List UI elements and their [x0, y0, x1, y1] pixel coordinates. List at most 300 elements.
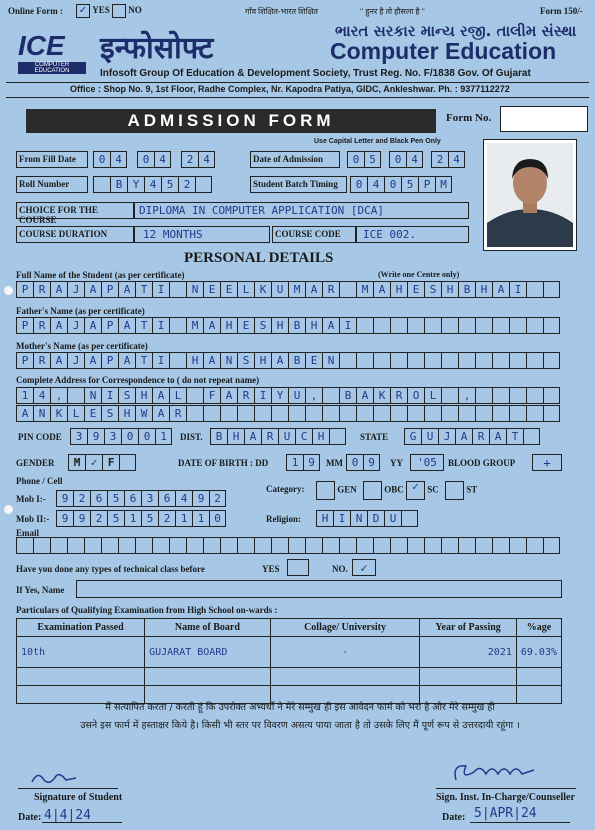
letter-box[interactable]: I: [152, 352, 169, 369]
letter-box[interactable]: [509, 317, 526, 334]
roll-digit[interactable]: B: [110, 176, 127, 193]
letter-box[interactable]: ,: [50, 387, 67, 404]
letter-box[interactable]: D: [367, 510, 384, 527]
letter-box[interactable]: 3: [141, 490, 158, 507]
letter-box[interactable]: A: [271, 352, 288, 369]
letter-box[interactable]: U: [271, 281, 288, 298]
letter-box[interactable]: 0: [121, 428, 138, 445]
letter-box[interactable]: A: [489, 428, 506, 445]
letter-box[interactable]: 9: [73, 510, 90, 527]
letter-box[interactable]: I: [509, 281, 526, 298]
letter-box[interactable]: H: [441, 281, 458, 298]
letter-box[interactable]: [424, 317, 441, 334]
letter-box[interactable]: J: [67, 317, 84, 334]
letter-box[interactable]: 3: [70, 428, 87, 445]
time-digit[interactable]: 5: [401, 176, 418, 193]
letter-box[interactable]: [373, 317, 390, 334]
letter-box[interactable]: A: [84, 352, 101, 369]
letter-box[interactable]: A: [118, 317, 135, 334]
letter-box[interactable]: [339, 352, 356, 369]
date-digit[interactable]: 5: [364, 151, 381, 168]
letter-box[interactable]: 6: [124, 490, 141, 507]
letter-box[interactable]: P: [101, 281, 118, 298]
letter-box[interactable]: [492, 352, 509, 369]
table-cell[interactable]: [420, 668, 517, 686]
letter-box[interactable]: I: [152, 317, 169, 334]
letter-box[interactable]: 1: [16, 387, 33, 404]
letter-box[interactable]: [237, 405, 254, 422]
letter-box[interactable]: E: [237, 317, 254, 334]
letter-box[interactable]: I: [152, 281, 169, 298]
letter-box[interactable]: [526, 352, 543, 369]
letter-box[interactable]: [16, 537, 33, 554]
cat-obc-checkbox[interactable]: ✓: [406, 481, 425, 500]
letter-box[interactable]: [373, 405, 390, 422]
letter-box[interactable]: T: [135, 352, 152, 369]
letter-box[interactable]: 4: [33, 387, 50, 404]
letter-box[interactable]: A: [373, 281, 390, 298]
dob-mm-grid[interactable]: [346, 454, 380, 471]
letter-box[interactable]: B: [210, 428, 227, 445]
letter-box[interactable]: [441, 352, 458, 369]
letter-box[interactable]: U: [288, 387, 305, 404]
letter-box[interactable]: [543, 281, 560, 298]
letter-box[interactable]: [543, 387, 560, 404]
letter-box[interactable]: 0: [209, 510, 226, 527]
letter-box[interactable]: 4: [175, 490, 192, 507]
letter-box[interactable]: [441, 387, 458, 404]
district-grid[interactable]: [210, 428, 346, 445]
table-cell[interactable]: 2021: [420, 637, 517, 668]
letter-box[interactable]: ,: [458, 387, 475, 404]
letter-box[interactable]: T: [135, 281, 152, 298]
letter-box[interactable]: [390, 405, 407, 422]
letter-box[interactable]: [475, 537, 492, 554]
letter-box[interactable]: [475, 352, 492, 369]
letter-box[interactable]: B: [339, 387, 356, 404]
letter-box[interactable]: [305, 537, 322, 554]
letter-box[interactable]: [458, 537, 475, 554]
letter-box[interactable]: [424, 405, 441, 422]
letter-box[interactable]: R: [390, 387, 407, 404]
letter-box[interactable]: J: [438, 428, 455, 445]
letter-box[interactable]: T: [135, 317, 152, 334]
letter-box[interactable]: K: [373, 387, 390, 404]
letter-box[interactable]: 9: [303, 454, 320, 471]
letter-box[interactable]: [254, 537, 271, 554]
letter-box[interactable]: [407, 405, 424, 422]
letter-box[interactable]: B: [288, 317, 305, 334]
letter-box[interactable]: [526, 317, 543, 334]
roll-digit[interactable]: [93, 176, 110, 193]
letter-box[interactable]: A: [50, 281, 67, 298]
date-digit[interactable]: 2: [181, 151, 198, 168]
letter-box[interactable]: H: [135, 387, 152, 404]
letter-box[interactable]: 1: [155, 428, 172, 445]
letter-box[interactable]: E: [220, 281, 237, 298]
date-digit[interactable]: 4: [154, 151, 171, 168]
letter-box[interactable]: P: [101, 352, 118, 369]
letter-box[interactable]: [271, 405, 288, 422]
date-digit[interactable]: 4: [406, 151, 423, 168]
letter-box[interactable]: R: [33, 317, 50, 334]
letter-box[interactable]: [322, 387, 339, 404]
letter-box[interactable]: [475, 387, 492, 404]
letter-box[interactable]: [237, 537, 254, 554]
letter-box[interactable]: [407, 352, 424, 369]
letter-box[interactable]: U: [278, 428, 295, 445]
letter-box[interactable]: [169, 281, 186, 298]
letter-box[interactable]: I: [333, 510, 350, 527]
date-digit[interactable]: 2: [431, 151, 448, 168]
letter-box[interactable]: [526, 387, 543, 404]
letter-box[interactable]: T: [506, 428, 523, 445]
letter-box[interactable]: [339, 405, 356, 422]
letter-box[interactable]: Y: [271, 387, 288, 404]
religion-grid[interactable]: [316, 510, 418, 527]
letter-box[interactable]: [152, 537, 169, 554]
letter-box[interactable]: [169, 352, 186, 369]
letter-box[interactable]: A: [455, 428, 472, 445]
letter-box[interactable]: K: [254, 281, 271, 298]
letter-box[interactable]: 9: [363, 454, 380, 471]
letter-box[interactable]: [492, 317, 509, 334]
letter-box[interactable]: [322, 537, 339, 554]
state-grid[interactable]: [404, 428, 540, 445]
letter-box[interactable]: S: [101, 405, 118, 422]
mob2-grid[interactable]: [56, 510, 226, 527]
time-digit[interactable]: P: [418, 176, 435, 193]
letter-box[interactable]: A: [84, 281, 101, 298]
letter-box[interactable]: 9: [56, 490, 73, 507]
letter-box[interactable]: H: [316, 510, 333, 527]
letter-box[interactable]: A: [220, 387, 237, 404]
letter-box[interactable]: [526, 281, 543, 298]
letter-box[interactable]: [475, 317, 492, 334]
letter-box[interactable]: L: [169, 387, 186, 404]
letter-box[interactable]: [509, 352, 526, 369]
letter-box[interactable]: [169, 537, 186, 554]
dob-yy-input[interactable]: '05: [410, 454, 444, 471]
letter-box[interactable]: E: [305, 352, 322, 369]
letter-box[interactable]: B: [288, 352, 305, 369]
letter-box[interactable]: [543, 405, 560, 422]
mother-name-grid[interactable]: [16, 352, 560, 369]
time-digit[interactable]: M: [435, 176, 452, 193]
course-duration-input[interactable]: 12 MONTHS: [134, 226, 270, 243]
from-fill-date-boxes[interactable]: [93, 151, 127, 168]
letter-box[interactable]: [339, 537, 356, 554]
letter-box[interactable]: N: [186, 281, 203, 298]
letter-box[interactable]: [526, 405, 543, 422]
roll-digit[interactable]: Y: [127, 176, 144, 193]
form-no-input[interactable]: [500, 106, 588, 132]
letter-box[interactable]: [492, 405, 509, 422]
letter-box[interactable]: [67, 537, 84, 554]
letter-box[interactable]: G: [404, 428, 421, 445]
letter-box[interactable]: H: [312, 428, 329, 445]
letter-box[interactable]: 1: [286, 454, 303, 471]
roll-digit[interactable]: 4: [144, 176, 161, 193]
letter-box[interactable]: 1: [192, 510, 209, 527]
letter-box[interactable]: [203, 537, 220, 554]
letter-box[interactable]: M: [356, 281, 373, 298]
letter-box[interactable]: [339, 281, 356, 298]
letter-box[interactable]: A: [50, 352, 67, 369]
letter-box[interactable]: U: [421, 428, 438, 445]
letter-box[interactable]: [186, 405, 203, 422]
letter-box[interactable]: S: [118, 387, 135, 404]
table-cell[interactable]: -: [270, 637, 420, 668]
letter-box[interactable]: [458, 352, 475, 369]
letter-box[interactable]: A: [152, 405, 169, 422]
letter-box[interactable]: B: [458, 281, 475, 298]
blood-group-input[interactable]: +: [532, 454, 562, 471]
date-digit[interactable]: 4: [448, 151, 465, 168]
letter-box[interactable]: [288, 537, 305, 554]
letter-box[interactable]: 6: [158, 490, 175, 507]
roll-digit[interactable]: 2: [178, 176, 195, 193]
letter-box[interactable]: 2: [90, 510, 107, 527]
date-digit[interactable]: 0: [347, 151, 364, 168]
letter-box[interactable]: E: [84, 405, 101, 422]
letter-box[interactable]: 0: [346, 454, 363, 471]
letter-box[interactable]: [322, 405, 339, 422]
letter-box[interactable]: A: [322, 317, 339, 334]
letter-box[interactable]: 9: [56, 510, 73, 527]
roll-number-boxes[interactable]: [93, 176, 212, 193]
gender-m-checkbox[interactable]: ✓: [85, 454, 102, 471]
letter-box[interactable]: [424, 537, 441, 554]
letter-box[interactable]: H: [475, 281, 492, 298]
table-cell[interactable]: [145, 668, 271, 686]
course-choice-input[interactable]: DIPLOMA IN COMPUTER APPLICATION [DCA]: [134, 202, 469, 219]
letter-box[interactable]: N: [33, 405, 50, 422]
letter-box[interactable]: K: [50, 405, 67, 422]
letter-box[interactable]: P: [101, 317, 118, 334]
letter-box[interactable]: [329, 428, 346, 445]
letter-box[interactable]: [356, 352, 373, 369]
letter-box[interactable]: [401, 510, 418, 527]
course-code-input[interactable]: ICE 002.: [356, 226, 469, 243]
roll-digit[interactable]: [195, 176, 212, 193]
letter-box[interactable]: H: [186, 352, 203, 369]
cat-obc-checkbox-empty[interactable]: [363, 481, 382, 500]
letter-box[interactable]: [475, 405, 492, 422]
time-digit[interactable]: 0: [350, 176, 367, 193]
letter-box[interactable]: F: [203, 387, 220, 404]
letter-box[interactable]: H: [227, 428, 244, 445]
letter-box[interactable]: [169, 317, 186, 334]
letter-box[interactable]: S: [424, 281, 441, 298]
letter-box[interactable]: R: [472, 428, 489, 445]
admission-month-boxes[interactable]: [389, 151, 423, 168]
letter-box[interactable]: H: [390, 281, 407, 298]
letter-box[interactable]: [509, 537, 526, 554]
letter-box[interactable]: I: [254, 387, 271, 404]
letter-box[interactable]: [50, 537, 67, 554]
letter-box[interactable]: W: [135, 405, 152, 422]
letter-box[interactable]: [356, 317, 373, 334]
letter-box[interactable]: A: [84, 317, 101, 334]
letter-box[interactable]: H: [271, 317, 288, 334]
letter-box[interactable]: 5: [107, 510, 124, 527]
table-cell[interactable]: 69.03%: [516, 637, 561, 668]
letter-box[interactable]: N: [322, 352, 339, 369]
online-yes-checkbox[interactable]: ✓: [76, 4, 90, 18]
father-name-grid[interactable]: [16, 317, 560, 334]
letter-box[interactable]: [543, 352, 560, 369]
letter-box[interactable]: [424, 352, 441, 369]
gender-f-checkbox[interactable]: [119, 454, 136, 471]
letter-box[interactable]: S: [237, 352, 254, 369]
letter-box[interactable]: A: [118, 281, 135, 298]
letter-box[interactable]: [186, 387, 203, 404]
letter-box[interactable]: 6: [90, 490, 107, 507]
letter-box[interactable]: M: [288, 281, 305, 298]
letter-box[interactable]: 2: [209, 490, 226, 507]
letter-box[interactable]: P: [16, 281, 33, 298]
letter-box[interactable]: H: [118, 405, 135, 422]
letter-box[interactable]: A: [356, 387, 373, 404]
letter-box[interactable]: [118, 537, 135, 554]
letter-box[interactable]: [523, 428, 540, 445]
letter-box[interactable]: [186, 537, 203, 554]
letter-box[interactable]: I: [339, 317, 356, 334]
letter-box[interactable]: L: [67, 405, 84, 422]
letter-box[interactable]: [458, 317, 475, 334]
cat-gen-checkbox[interactable]: [316, 481, 335, 500]
date-digit[interactable]: 0: [93, 151, 110, 168]
time-digit[interactable]: 4: [367, 176, 384, 193]
letter-box[interactable]: J: [67, 281, 84, 298]
letter-box[interactable]: [305, 405, 322, 422]
pin-code-grid[interactable]: [70, 428, 172, 445]
address-grid-line2[interactable]: [16, 405, 560, 422]
letter-box[interactable]: [390, 317, 407, 334]
letter-box[interactable]: I: [101, 387, 118, 404]
date-digit[interactable]: 4: [198, 151, 215, 168]
letter-box[interactable]: N: [220, 352, 237, 369]
letter-box[interactable]: [441, 317, 458, 334]
letter-box[interactable]: [492, 387, 509, 404]
letter-box[interactable]: [390, 352, 407, 369]
letter-box[interactable]: [373, 537, 390, 554]
letter-box[interactable]: 2: [73, 490, 90, 507]
letter-box[interactable]: 9: [87, 428, 104, 445]
letter-box[interactable]: R: [237, 387, 254, 404]
letter-box[interactable]: [220, 537, 237, 554]
letter-box[interactable]: [203, 405, 220, 422]
dob-dd-grid[interactable]: [286, 454, 320, 471]
letter-box[interactable]: [254, 405, 271, 422]
letter-box[interactable]: ,: [305, 387, 322, 404]
letter-box[interactable]: [407, 537, 424, 554]
letter-box[interactable]: R: [169, 405, 186, 422]
letter-box[interactable]: P: [16, 352, 33, 369]
if-yes-input[interactable]: [76, 580, 562, 598]
letter-box[interactable]: 9: [192, 490, 209, 507]
letter-box[interactable]: E: [203, 281, 220, 298]
letter-box[interactable]: H: [305, 317, 322, 334]
letter-box[interactable]: 1: [124, 510, 141, 527]
letter-box[interactable]: C: [295, 428, 312, 445]
letter-box[interactable]: [33, 537, 50, 554]
letter-box[interactable]: A: [244, 428, 261, 445]
tech-no-checkbox[interactable]: ✓: [352, 559, 376, 576]
letter-box[interactable]: [543, 317, 560, 334]
letter-box[interactable]: [135, 537, 152, 554]
letter-box[interactable]: A: [118, 352, 135, 369]
date-digit[interactable]: 0: [137, 151, 154, 168]
letter-box[interactable]: H: [254, 352, 271, 369]
from-fill-month-boxes[interactable]: [137, 151, 171, 168]
admission-year-boxes[interactable]: [431, 151, 465, 168]
letter-box[interactable]: A: [16, 405, 33, 422]
date-digit[interactable]: 0: [389, 151, 406, 168]
letter-box[interactable]: R: [322, 281, 339, 298]
letter-box[interactable]: S: [254, 317, 271, 334]
letter-box[interactable]: [67, 387, 84, 404]
letter-box[interactable]: A: [152, 387, 169, 404]
letter-box[interactable]: R: [33, 281, 50, 298]
letter-box[interactable]: [220, 405, 237, 422]
letter-box[interactable]: [101, 537, 118, 554]
letter-box[interactable]: [356, 405, 373, 422]
roll-digit[interactable]: 5: [161, 176, 178, 193]
tech-yes-checkbox[interactable]: [287, 559, 309, 576]
letter-box[interactable]: [441, 537, 458, 554]
letter-box[interactable]: 3: [104, 428, 121, 445]
letter-box[interactable]: A: [492, 281, 509, 298]
full-name-grid[interactable]: [16, 281, 560, 298]
letter-box[interactable]: [492, 537, 509, 554]
letter-box[interactable]: [543, 537, 560, 554]
letter-box[interactable]: J: [67, 352, 84, 369]
table-cell[interactable]: [516, 668, 561, 686]
letter-box[interactable]: R: [33, 352, 50, 369]
online-no-checkbox[interactable]: [112, 4, 126, 18]
letter-box[interactable]: 1: [175, 510, 192, 527]
letter-box[interactable]: [390, 537, 407, 554]
letter-box[interactable]: M: [186, 317, 203, 334]
letter-box[interactable]: [526, 537, 543, 554]
letter-box[interactable]: A: [50, 317, 67, 334]
letter-box[interactable]: [84, 537, 101, 554]
table-cell[interactable]: [270, 668, 420, 686]
letter-box[interactable]: 5: [141, 510, 158, 527]
letter-box[interactable]: 2: [158, 510, 175, 527]
letter-box[interactable]: A: [305, 281, 322, 298]
cat-st-checkbox[interactable]: [445, 481, 464, 500]
letter-box[interactable]: [288, 405, 305, 422]
letter-box[interactable]: [356, 537, 373, 554]
letter-box[interactable]: A: [203, 352, 220, 369]
batch-timing-boxes[interactable]: [350, 176, 452, 193]
table-cell[interactable]: GUJARAT BOARD: [145, 637, 271, 668]
admission-day-boxes[interactable]: [347, 151, 381, 168]
letter-box[interactable]: [373, 352, 390, 369]
letter-box[interactable]: N: [84, 387, 101, 404]
letter-box[interactable]: 5: [107, 490, 124, 507]
email-grid[interactable]: [16, 537, 560, 554]
address-grid-line1[interactable]: [16, 387, 560, 404]
time-digit[interactable]: 0: [384, 176, 401, 193]
letter-box[interactable]: H: [220, 317, 237, 334]
letter-box[interactable]: O: [407, 387, 424, 404]
letter-box[interactable]: U: [384, 510, 401, 527]
letter-box[interactable]: L: [424, 387, 441, 404]
